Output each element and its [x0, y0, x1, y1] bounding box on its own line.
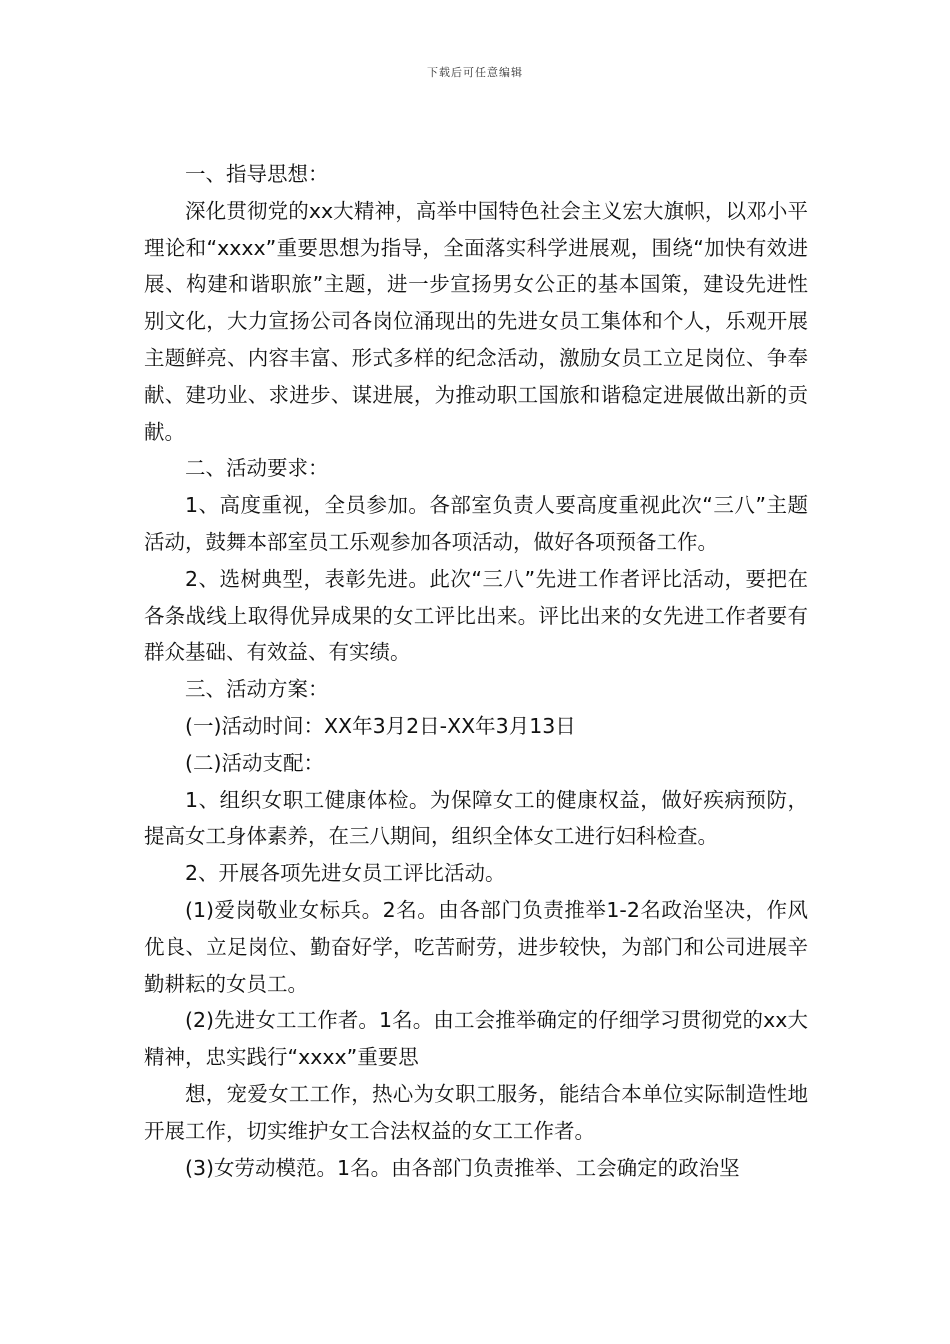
paragraph-evaluation-activities: 2、开展各项先进女员工评比活动。 [185, 861, 506, 886]
paragraph-model-worker: (1)爱岗敬业女标兵。2名。由各部门负责推举1-2名政治坚决，作风优良、立足岗位、勤奋好学，吃苦耐劳，进步较快，为部门和公司进展辛勤耕耘的女员工。 [144, 897, 808, 996]
paragraph-advanced-worker: (2)先进女工工作者。1名。由工会推举确定的仔细学习贯彻党的xx大精神，忠实践行“xxxx”重要思 [144, 1008, 808, 1070]
section-heading-activity-plan: 三、活动方案： [185, 677, 329, 702]
section-heading-activity-requirements: 二、活动要求： [185, 456, 329, 481]
document-body [144, 156, 808, 1186]
paragraph-requirement-1: 1、高度重视，全员参加。各部室负责人要高度重视此次“三八”主题活动，鼓舞本部室员工乐观参加各项活动，做好各项预备工作。 [144, 493, 808, 554]
paragraph-advanced-worker-continued: 想，宠爱女工工作，热心为女职工服务，能结合本单位实际制造性地开展工作，切实维护女工合法权益的女工工作者。 [144, 1081, 808, 1143]
paragraph-labor-model: (3)女劳动模范。1名。由各部门负责推举、工会确定的政治坚 [185, 1155, 740, 1180]
page-header: 下载后可任意编辑 [427, 66, 523, 79]
section-heading-guiding-ideology: 一、指导思想： [185, 162, 329, 186]
paragraph-activity-arrangement: (二)活动支配： [185, 750, 324, 775]
paragraph-health-checkup: 1、组织女职工健康体检。为保障女工的健康权益，做好疾病预防，提高女工身体素养，在三八期间，组织全体女工进行妇科检查。 [144, 787, 808, 849]
paragraph-activity-time: (一)活动时间：XX年3月2日-XX年3月13日 [185, 713, 576, 738]
paragraph-guiding-ideology: 深化贯彻党的xx大精神，高举中国特色社会主义宏大旗帜，以邓小平理论和“xxxx”重要思想为指导，全面落实科学进展观，围绕“加快有效进展、构建和谐职旅”主题，进一步宣扬男女公正的基本国策，建设先进性别文化，大力宣扬公司各岗位涌现出的先进女员工集体和个人，乐观开展主题鲜亮、内容丰富、形式多样的纪念活动，激励女员工立足岗位、争奉献、建功业、求进步、谋进展，为推动职工国旅和谐稳定进展做出新的贡献。 [144, 198, 808, 444]
paragraph-requirement-2: 2、选树典型，表彰先进。此次“三八”先进工作者评比活动，要把在各条战线上取得优异成果的女工评比出来。评比出来的女先进工作者要有群众基础、有效益、有实绩。 [144, 566, 808, 665]
